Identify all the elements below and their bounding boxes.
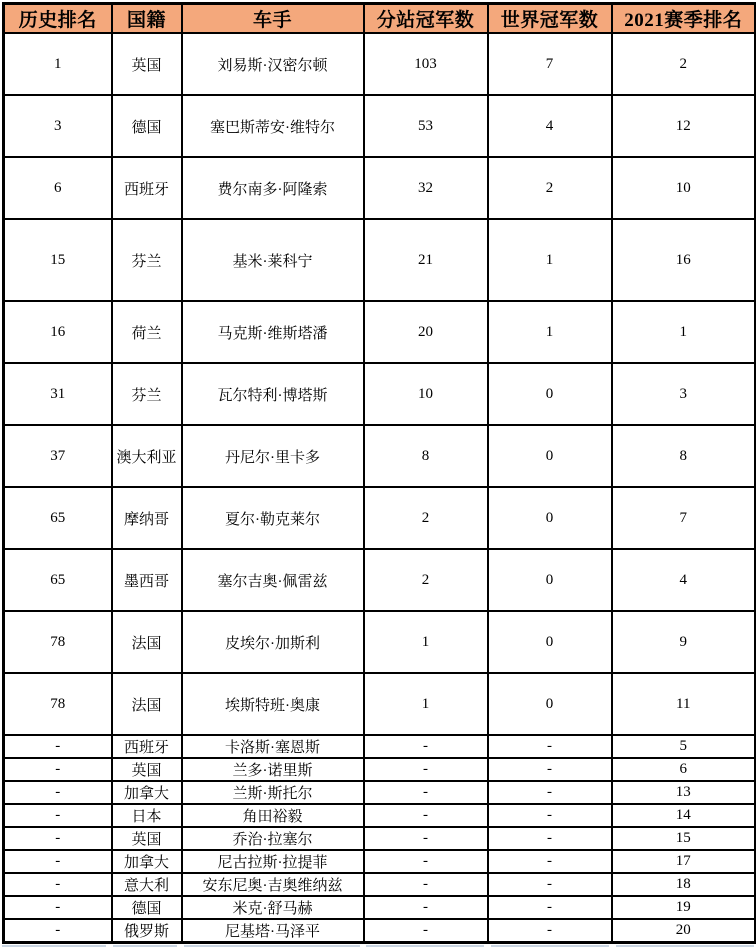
cell-world-titles: 2 [488,157,612,219]
cell-world-titles: - [488,896,612,919]
cell-nationality: 意大利 [112,873,182,896]
header-row [4,4,756,34]
cell-season-2021-rank: 11 [612,673,756,735]
cell-historical-rank: - [4,827,112,850]
cell-season-2021-rank: 3 [612,363,756,425]
cell-gp-wins: - [364,735,488,758]
cell-historical-rank: - [4,919,112,943]
cell-historical-rank: 31 [4,363,112,425]
column-header-gp-wins: 分站冠军数 [364,4,488,34]
cell-driver: 埃斯特班·奥康 [182,673,364,735]
cell-driver: 兰斯·斯托尔 [182,781,364,804]
cell-gp-wins: - [364,758,488,781]
cell-season-2021-rank: 2 [612,33,756,95]
cell-nationality: 芬兰 [112,219,182,301]
cell-season-2021-rank: 14 [612,804,756,827]
cell-world-titles: 0 [488,425,612,487]
cell-driver: 基米·莱科宁 [182,219,364,301]
cell-world-titles: 0 [488,363,612,425]
table-row [4,549,756,611]
cell-gp-wins: 8 [364,425,488,487]
cell-historical-rank: - [4,873,112,896]
cell-historical-rank: 1 [4,33,112,95]
cell-nationality: 墨西哥 [112,549,182,611]
cell-gp-wins: - [364,781,488,804]
cell-world-titles: 0 [488,487,612,549]
column-header-world-titles: 世界冠军数 [488,4,612,34]
cell-historical-rank: 65 [4,549,112,611]
cell-driver: 夏尔·勒克莱尔 [182,487,364,549]
cell-season-2021-rank: 1 [612,301,756,363]
cell-driver: 费尔南多·阿隆索 [182,157,364,219]
cell-nationality: 法国 [112,611,182,673]
cell-historical-rank: 78 [4,611,112,673]
cell-gp-wins: 1 [364,673,488,735]
cell-driver: 塞尔吉奥·佩雷兹 [182,549,364,611]
cell-gp-wins: - [364,896,488,919]
cell-gp-wins: - [364,827,488,850]
table-row [4,301,756,363]
cell-gp-wins: 2 [364,549,488,611]
cell-historical-rank: 65 [4,487,112,549]
cell-nationality: 加拿大 [112,850,182,873]
cell-season-2021-rank: 12 [612,95,756,157]
cell-nationality: 英国 [112,827,182,850]
column-header-driver: 车手 [182,4,364,34]
cell-driver: 马克斯·维斯塔潘 [182,301,364,363]
cell-nationality: 芬兰 [112,363,182,425]
table-row [4,919,756,943]
column-header-nationality: 国籍 [112,4,182,34]
cell-gp-wins: 32 [364,157,488,219]
cell-gp-wins: 103 [364,33,488,95]
table-row [4,95,756,157]
cell-nationality: 加拿大 [112,781,182,804]
cell-nationality: 西班牙 [112,735,182,758]
cell-driver: 刘易斯·汉密尔顿 [182,33,364,95]
cell-season-2021-rank: 6 [612,758,756,781]
table-row [4,363,756,425]
cell-nationality: 英国 [112,758,182,781]
cell-historical-rank: 37 [4,425,112,487]
cell-gp-wins: 10 [364,363,488,425]
cell-season-2021-rank: 17 [612,850,756,873]
cell-nationality: 德国 [112,95,182,157]
cell-season-2021-rank: 15 [612,827,756,850]
table-body [4,33,756,943]
table-row [4,804,756,827]
cell-driver: 兰多·诺里斯 [182,758,364,781]
cell-world-titles: - [488,781,612,804]
cell-historical-rank: 16 [4,301,112,363]
cell-historical-rank: 3 [4,95,112,157]
cell-historical-rank: - [4,896,112,919]
table-row [4,735,756,758]
column-header-historical-rank: 历史排名 [4,4,112,34]
f1-drivers-table [2,2,756,944]
table-row [4,425,756,487]
cell-driver: 皮埃尔·加斯利 [182,611,364,673]
cell-world-titles: 0 [488,611,612,673]
cell-historical-rank: 6 [4,157,112,219]
table-row [4,157,756,219]
column-header-season-2021-rank: 2021赛季排名 [612,4,756,34]
cell-nationality: 法国 [112,673,182,735]
cell-historical-rank: - [4,735,112,758]
cell-nationality: 日本 [112,804,182,827]
cell-driver: 米克·舒马赫 [182,896,364,919]
cell-nationality: 俄罗斯 [112,919,182,943]
cell-driver: 塞巴斯蒂安·维特尔 [182,95,364,157]
cell-season-2021-rank: 7 [612,487,756,549]
cell-gp-wins: 20 [364,301,488,363]
table-row [4,850,756,873]
table-row [4,487,756,549]
cell-season-2021-rank: 5 [612,735,756,758]
table-row [4,758,756,781]
cell-driver: 尼基塔·马泽平 [182,919,364,943]
cell-gp-wins: 1 [364,611,488,673]
cell-gp-wins: - [364,850,488,873]
cell-gp-wins: - [364,873,488,896]
cell-world-titles: 4 [488,95,612,157]
cell-gp-wins: 21 [364,219,488,301]
cell-season-2021-rank: 18 [612,873,756,896]
cell-nationality: 摩纳哥 [112,487,182,549]
cell-world-titles: - [488,850,612,873]
cell-driver: 瓦尔特利·博塔斯 [182,363,364,425]
cell-world-titles: - [488,873,612,896]
cell-world-titles: 1 [488,301,612,363]
cell-season-2021-rank: 20 [612,919,756,943]
table-row [4,611,756,673]
table-row [4,33,756,95]
cell-historical-rank: 78 [4,673,112,735]
cell-gp-wins: - [364,804,488,827]
cell-gp-wins: - [364,919,488,943]
cell-world-titles: - [488,827,612,850]
cell-gp-wins: 53 [364,95,488,157]
cell-world-titles: 0 [488,549,612,611]
cell-driver: 安东尼奥·吉奥维纳兹 [182,873,364,896]
cell-season-2021-rank: 10 [612,157,756,219]
table-row [4,827,756,850]
cell-historical-rank: - [4,758,112,781]
cell-season-2021-rank: 13 [612,781,756,804]
cell-world-titles: - [488,919,612,943]
cell-nationality: 澳大利亚 [112,425,182,487]
cell-season-2021-rank: 9 [612,611,756,673]
cell-historical-rank: - [4,804,112,827]
cell-nationality: 英国 [112,33,182,95]
cell-world-titles: - [488,758,612,781]
table-row [4,219,756,301]
cell-historical-rank: - [4,781,112,804]
cell-driver: 角田裕毅 [182,804,364,827]
table-row [4,896,756,919]
cell-nationality: 荷兰 [112,301,182,363]
table-row [4,781,756,804]
table-row [4,873,756,896]
cell-nationality: 西班牙 [112,157,182,219]
cell-world-titles: 0 [488,673,612,735]
cell-world-titles: 7 [488,33,612,95]
cell-driver: 卡洛斯·塞恩斯 [182,735,364,758]
cell-season-2021-rank: 16 [612,219,756,301]
cell-historical-rank: - [4,850,112,873]
cell-world-titles: - [488,804,612,827]
table-row [4,673,756,735]
cell-gp-wins: 2 [364,487,488,549]
cell-season-2021-rank: 19 [612,896,756,919]
cell-historical-rank: 15 [4,219,112,301]
cell-driver: 乔治·拉塞尔 [182,827,364,850]
cell-driver: 丹尼尔·里卡多 [182,425,364,487]
cell-season-2021-rank: 8 [612,425,756,487]
cell-world-titles: 1 [488,219,612,301]
cell-driver: 尼古拉斯·拉提菲 [182,850,364,873]
cell-season-2021-rank: 4 [612,549,756,611]
cell-nationality: 德国 [112,896,182,919]
cell-world-titles: - [488,735,612,758]
